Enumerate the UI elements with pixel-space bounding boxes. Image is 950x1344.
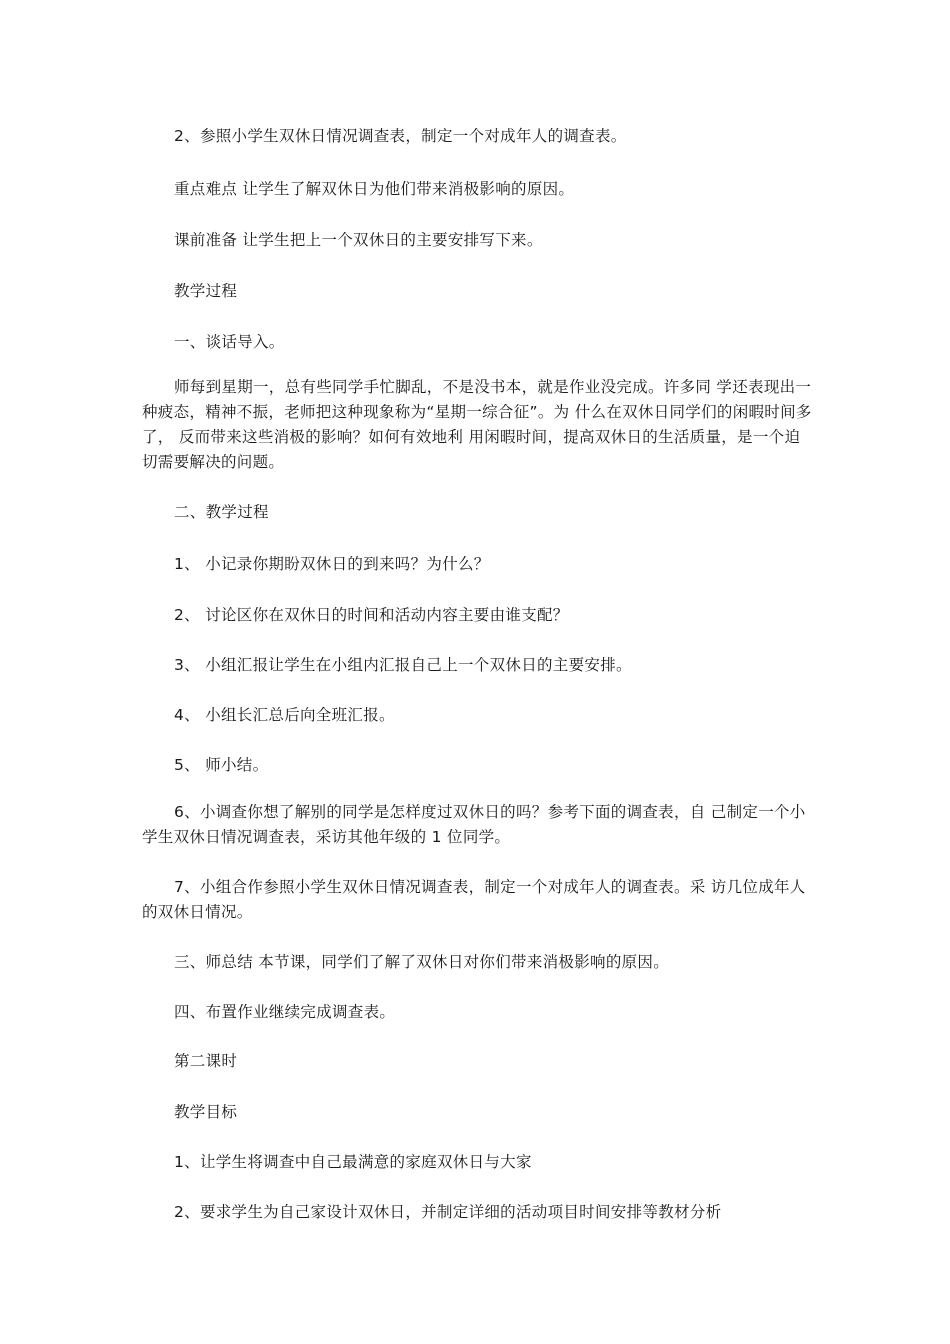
list-item-3: 3、 小组汇报让学生在小组内汇报自己上一个双休日的主要安排。 bbox=[174, 656, 632, 674]
heading-teaching-goals: 教学目标 bbox=[174, 1103, 238, 1121]
list-item-1: 1、 小记录你期盼双休日的到来吗？为什么？ bbox=[174, 555, 490, 573]
heading-introduction: 一、谈话导入。 bbox=[174, 333, 285, 351]
list-item-7: 7、小组合作参照小学生双休日情况调查表，制定一个对成年人的调查表。采 访几位成年人的双休日情况。 bbox=[142, 878, 806, 921]
paragraph-homework: 四、布置作业继续完成调查表。 bbox=[174, 1003, 396, 1021]
heading-teaching-process: 教学过程 bbox=[174, 282, 238, 300]
paragraph-teacher-intro: 师每到星期一，总有些同学手忙脚乱，不是没书本，就是作业没完成。许多同 学还表现出一种疲态，精神不振，老师把这种现象称为“星期一综合征”。为 什么在双休日同学们的闲暇时间多了， 反而带来这些消极的影响？如何有效地利 用闲暇时间，提高双休日的生活质量，是一个迫切需要解决的问题。 bbox=[142, 378, 812, 471]
list-item-6: 6、小调查你想了解别的同学是怎样度过双休日的吗？参考下面的调查表，自 己制定一个小学生双休日情况调查表，采访其他年级的 1 位同学。 bbox=[142, 803, 806, 846]
paragraph-preparation: 课前准备 让学生把上一个双休日的主要安排写下来。 bbox=[174, 231, 543, 249]
list-item-4: 4、 小组长汇总后向全班汇报。 bbox=[174, 706, 395, 724]
list-item-2: 2、 讨论区你在双休日的时间和活动内容主要由谁支配？ bbox=[174, 606, 569, 624]
goal-item-1: 1、让学生将调查中自己最满意的家庭双休日与大家 bbox=[174, 1153, 532, 1171]
paragraph-key-difficulty: 重点难点 让学生了解双休日为他们带来消极影响的原因。 bbox=[174, 180, 575, 198]
paragraph-objective-2: 2、参照小学生双休日情况调查表，制定一个对成年人的调查表。 bbox=[174, 127, 627, 145]
heading-second-lesson: 第二课时 bbox=[174, 1052, 238, 1070]
paragraph-summary: 三、师总结 本节课，同学们了解了双休日对你们带来消极影响的原因。 bbox=[174, 953, 670, 971]
list-item-5: 5、 师小结。 bbox=[174, 756, 269, 774]
goal-item-2: 2、要求学生为自己家设计双休日，并制定详细的活动项目时间安排等教材分析 bbox=[174, 1203, 722, 1221]
heading-process-2: 二、教学过程 bbox=[174, 503, 269, 521]
